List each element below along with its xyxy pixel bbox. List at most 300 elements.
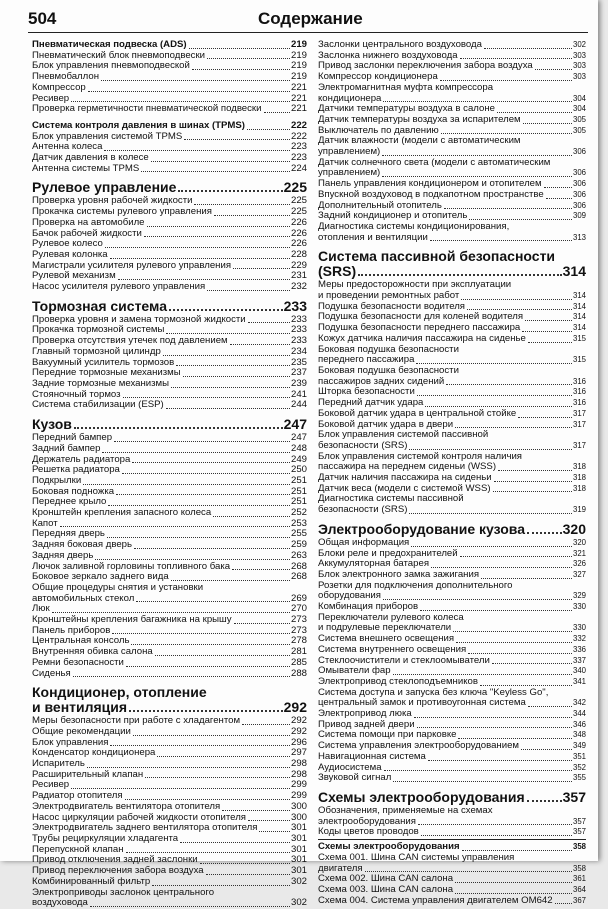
entry-page-number: 306: [572, 168, 586, 178]
entry-page-number: 321: [572, 548, 586, 558]
dot-leader: [358, 274, 562, 276]
entry-title: Подушка безопасности водителя: [318, 300, 466, 312]
entry-title: центральный замок и противоугонная система: [318, 697, 526, 709]
entry-title: Центральная консоль: [32, 635, 130, 647]
entry-title: Тормозная система: [32, 297, 167, 314]
entry-title: Боковой датчик удара в центральной стойке: [318, 407, 517, 419]
dot-leader: [171, 580, 290, 581]
dot-leader: [230, 344, 290, 345]
toc-entry: [318, 773, 586, 784]
dot-leader: [157, 756, 290, 757]
dot-leader: [494, 481, 572, 482]
dot-leader: [480, 685, 572, 686]
entry-title: Задние тормозные механизмы: [32, 377, 170, 389]
dot-leader: [126, 666, 290, 667]
entry-page-number: 342: [572, 698, 586, 708]
entry-title: Система внешнего освещения: [318, 633, 455, 645]
toc-section-entry: [32, 180, 307, 195]
entry-title: Задняя дверь: [32, 549, 94, 561]
entry-page-number: 364: [572, 884, 586, 894]
entry-title: Датчик давления в колесе: [32, 152, 149, 164]
entry-title: Заслонка нижнего воздуховода: [318, 49, 458, 61]
entry-title: Система внутреннего освещения: [318, 643, 467, 655]
dot-leader: [147, 226, 290, 227]
entry-page-number: 221: [290, 103, 307, 115]
entry-page-number: 219: [290, 71, 307, 83]
entry-title: Конденсатор кондиционера: [32, 747, 156, 759]
entry-title: Магистрали усилителя рулевого управления: [32, 259, 232, 271]
entry-title: Боковая подножка: [32, 485, 115, 497]
dot-leader: [131, 644, 290, 645]
entry-page-number: 288: [290, 667, 307, 679]
entry-page-number: 351: [572, 751, 586, 761]
entry-title: Люк: [32, 603, 50, 615]
dot-leader: [484, 48, 572, 49]
entry-title: Испаритель: [32, 758, 85, 770]
entry-title: (SRS): [318, 263, 357, 280]
dot-leader: [123, 397, 290, 398]
dot-leader: [133, 735, 290, 736]
entry-page-number: 301: [290, 843, 307, 855]
entry-title: Система контроля давления в шинах (TPMS): [32, 119, 245, 131]
entry-title: Блок управления системой TPMS: [32, 130, 183, 142]
entry-title: Общие рекомендации: [32, 725, 131, 737]
dot-leader: [145, 777, 290, 778]
toc-right-column: [318, 40, 586, 906]
entry-title: кондиционера: [318, 92, 382, 104]
entry-title: Ресивер: [32, 92, 70, 104]
entry-page-number: 255: [290, 528, 307, 540]
entry-title: Система доступа и запуска без ключа "Keyless Go",: [318, 686, 549, 698]
toc-section-entry: [32, 299, 307, 314]
toc-entry: [32, 104, 307, 115]
dot-leader: [467, 309, 572, 310]
dot-leader: [176, 365, 290, 366]
dot-leader: [393, 781, 572, 782]
entry-title: Проверка уровня рабочей жидкости: [32, 195, 193, 207]
page-number: 504: [28, 9, 57, 28]
dot-leader: [112, 633, 290, 634]
entry-title: Проверка герметичности пневматической подвески: [32, 103, 262, 115]
entry-title: Дополнительный отопитель: [318, 199, 442, 211]
entry-title: Датчик веса (модели с системой WSS): [318, 482, 491, 494]
dot-leader: [166, 408, 290, 409]
entry-page-number: 336: [572, 644, 586, 654]
entry-page-number: 251: [290, 485, 307, 497]
entry-title: автомобильных стекол: [32, 592, 135, 604]
entry-page-number: 357: [572, 827, 586, 837]
dot-leader: [132, 462, 290, 463]
entry-page-number: 292: [290, 715, 307, 727]
entry-page-number: 249: [290, 453, 307, 465]
entry-title: Схема 003. Шина CAN салона: [318, 883, 454, 895]
entry-title: и вентиляция: [32, 699, 128, 716]
toc-entry: [318, 538, 586, 549]
toc-entry: [32, 669, 307, 680]
entry-title: Система стабилизации (ESP): [32, 399, 164, 411]
entry-page-number: 219: [290, 60, 307, 72]
dot-leader: [555, 903, 572, 904]
entry-title: Меры безопасности при работе с хладагентом: [32, 715, 241, 727]
dot-leader: [441, 133, 572, 134]
entry-page-number: 326: [572, 559, 586, 569]
entry-page-number: 305: [572, 125, 586, 135]
entry-page-number: 361: [572, 874, 586, 884]
entry-title: Перепускной клапан: [32, 843, 124, 855]
entry-page-number: 298: [290, 758, 307, 770]
entry-title: управлением): [318, 167, 381, 179]
entry-title: Прокачка системы рулевого управления: [32, 206, 212, 218]
entry-title: Аккумуляторная батарея: [318, 558, 430, 570]
entry-title: отопления и вентиляции: [318, 231, 428, 243]
entry-page-number: 270: [290, 603, 307, 615]
entry-title: Расширительный клапан: [32, 768, 144, 780]
entry-title: Радиатор отопителя: [32, 790, 123, 802]
entry-title: управлением): [318, 146, 381, 158]
toc-entry: [32, 551, 307, 562]
dot-leader: [242, 724, 290, 725]
entry-title: Главный тормозной цилиндр: [32, 345, 161, 357]
entry-title: Электропривод стеклоподъемников: [318, 675, 478, 687]
dot-leader: [365, 871, 572, 872]
page-header: [28, 6, 588, 33]
entry-page-number: 273: [290, 614, 307, 626]
entry-page-number: 302: [290, 875, 307, 887]
entry-title: и проведении ремонтных работ: [318, 290, 460, 302]
dot-leader: [460, 556, 572, 557]
dot-leader: [207, 58, 290, 59]
entry-page-number: 315: [572, 355, 586, 365]
entry-page-number: 224: [290, 162, 307, 174]
dot-leader: [518, 417, 572, 418]
dot-leader: [455, 427, 572, 428]
entry-page-number: 247: [283, 416, 307, 433]
dot-leader: [213, 516, 290, 517]
toc-entry: [318, 752, 586, 763]
entry-page-number: 226: [290, 238, 307, 250]
entry-title: Боковое зеркало заднего вида: [32, 571, 169, 583]
dot-leader: [444, 208, 572, 209]
entry-page-number: 244: [290, 399, 307, 411]
section-divider: [318, 839, 586, 840]
dot-leader: [409, 513, 572, 514]
entry-title: Система управления электрооборудованием: [318, 740, 519, 752]
dot-leader: [383, 101, 572, 102]
toc-entry: [32, 658, 307, 669]
entry-title: воздуховода: [32, 897, 88, 909]
dot-leader: [214, 215, 290, 216]
dot-leader: [71, 101, 290, 102]
dot-leader: [455, 882, 572, 883]
entry-title: двигателя: [318, 862, 363, 874]
entry-page-number: 313: [572, 232, 586, 242]
entry-page-number: 296: [290, 736, 307, 748]
dot-leader: [460, 58, 572, 59]
entry-title: Схема 001. Шина CAN системы управления: [318, 851, 515, 863]
entry-page-number: 301: [290, 833, 307, 844]
dot-leader: [233, 268, 290, 269]
toc-entry: [32, 898, 307, 909]
dot-leader: [110, 745, 290, 746]
toc-entry: [32, 594, 307, 605]
dot-leader: [417, 727, 572, 728]
entry-page-number: 263: [290, 549, 307, 561]
dot-leader: [87, 767, 290, 768]
entry-page-number: 319: [572, 505, 586, 515]
entry-title: Звуковой сигнал: [318, 772, 392, 784]
dot-leader: [431, 567, 572, 568]
entry-page-number: 298: [290, 768, 307, 780]
dot-leader: [247, 129, 290, 130]
entry-page-number: 221: [290, 92, 307, 104]
toc-entry: [32, 83, 307, 94]
entry-title: Пневматический блок пневмоподвески: [32, 49, 206, 61]
entry-title: Передний бампер: [32, 432, 113, 444]
entry-page-number: 281: [290, 646, 307, 658]
entry-page-number: 340: [572, 666, 586, 676]
dot-leader: [411, 546, 572, 547]
dot-leader: [107, 537, 290, 538]
entry-page-number: 223: [290, 141, 307, 153]
entry-title: Решетка радиатора: [32, 464, 120, 476]
entry-page-number: 233: [283, 297, 307, 314]
dot-leader: [189, 48, 290, 49]
dot-leader: [194, 204, 290, 205]
entry-title: Насос циркуляции рабочей жидкости отопителя: [32, 811, 246, 823]
entry-page-number: 320: [562, 520, 586, 537]
entry-title: Аудиосистема: [318, 761, 382, 773]
entry-page-number: 327: [572, 569, 586, 579]
dot-leader: [171, 387, 290, 388]
entry-page-number: 231: [290, 270, 307, 282]
toc-entry: [32, 877, 307, 888]
dot-leader: [528, 342, 572, 343]
entry-title: Стеклоочистители и стеклоомыватели: [318, 654, 490, 666]
dot-leader: [144, 236, 290, 237]
entry-page-number: 252: [290, 507, 307, 519]
dot-leader: [453, 631, 572, 632]
entry-page-number: 329: [572, 591, 586, 601]
entry-title: Рулевая колонка: [32, 248, 108, 260]
entry-title: безопасности (SRS): [318, 439, 408, 451]
toc-section-entry: [318, 790, 586, 805]
entry-title: Схема 004. Система управления двигателем OM642: [318, 894, 553, 906]
entry-page-number: 229: [290, 259, 307, 271]
toc-left-column: [32, 40, 307, 909]
dot-leader: [222, 810, 290, 811]
entry-page-number: 225: [283, 179, 307, 196]
toc-entry: [32, 770, 307, 781]
entry-page-number: 301: [290, 854, 307, 866]
dot-leader: [383, 599, 572, 600]
entry-title: электрооборудования: [318, 815, 416, 827]
entry-title: Диагностика системы пассивной: [318, 493, 464, 505]
dot-leader: [95, 559, 290, 560]
entry-page-number: 297: [290, 747, 307, 759]
dot-leader: [102, 452, 290, 453]
entry-page-number: 233: [290, 335, 307, 347]
dot-leader: [521, 749, 572, 750]
dot-leader: [455, 893, 572, 894]
entry-title: Блоки реле и предохранителей: [318, 547, 458, 559]
toc-section-entry: [32, 700, 307, 715]
entry-page-number: 278: [290, 635, 307, 647]
dot-leader: [166, 333, 290, 334]
dot-leader: [151, 161, 290, 162]
toc-entry: [32, 347, 307, 358]
entry-page-number: 352: [572, 762, 586, 772]
entry-title: Передние тормозные механизмы: [32, 367, 181, 379]
toc-entry: [32, 508, 307, 519]
dot-leader: [126, 852, 290, 853]
toc-entry: [318, 645, 586, 656]
entry-title: Ресивер: [32, 779, 70, 791]
entry-page-number: 309: [572, 211, 586, 221]
entry-title: Лючок заливной горловины топливного бака: [32, 560, 231, 572]
entry-page-number: 341: [572, 676, 586, 686]
entry-page-number: 268: [290, 571, 307, 583]
entry-page-number: 357: [562, 789, 586, 805]
entry-page-number: 314: [572, 301, 586, 311]
entry-page-number: 317: [572, 419, 586, 429]
entry-title: Компрессор кондиционера: [318, 71, 438, 83]
entry-page-number: 306: [572, 189, 586, 199]
dot-leader: [440, 80, 572, 81]
dot-leader: [248, 322, 290, 323]
entry-page-number: 235: [290, 356, 307, 368]
entry-title: Рулевой механизм: [32, 270, 116, 282]
entry-title: Переключатели рулевого колеса: [318, 611, 464, 623]
entry-title: Впускной воздуховод в подкапотном пространстве: [318, 188, 544, 200]
entry-title: пассажира на переднем сиденьи (WSS): [318, 461, 497, 473]
entry-title: Рулевое управление: [32, 179, 177, 196]
entry-title: Задняя боковая дверь: [32, 539, 132, 551]
toc-section-heading: Кондиционер, отопление: [32, 684, 207, 701]
entry-page-number: 259: [290, 539, 307, 551]
dot-leader: [118, 279, 290, 280]
toc-entry: [318, 827, 586, 838]
entry-page-number: 306: [572, 147, 586, 157]
entry-page-number: 314: [562, 263, 586, 280]
entry-page-number: 232: [290, 281, 307, 293]
dot-leader: [481, 578, 572, 579]
dot-leader: [116, 494, 290, 495]
entry-title: Датчик влажности (модели с автоматическим: [318, 135, 521, 147]
entry-page-number: 316: [572, 387, 586, 397]
entry-title: Ремни безопасности: [32, 656, 124, 668]
dot-leader: [469, 219, 572, 220]
entry-page-number: 305: [572, 114, 586, 124]
entry-title: Электрооборудование кузова: [318, 520, 525, 537]
dot-leader: [417, 395, 572, 396]
entry-title: Розетки для подключения дополнительного: [318, 579, 513, 591]
entry-page-number: 273: [290, 624, 307, 636]
entry-title: Панель приборов: [32, 624, 111, 636]
dot-leader: [456, 642, 572, 643]
dot-leader: [409, 449, 572, 450]
dot-leader: [122, 473, 290, 474]
dot-leader: [129, 710, 283, 712]
entry-page-number: 251: [290, 496, 307, 508]
entry-page-number: 358: [572, 842, 586, 852]
entry-page-number: 318: [572, 473, 586, 483]
entry-title: Антенна колеса: [32, 141, 103, 153]
toc-section-entry: [32, 417, 307, 432]
entry-page-number: 269: [290, 592, 307, 604]
entry-title: Компрессор: [32, 81, 86, 93]
dot-leader: [232, 569, 290, 570]
entry-page-number: 337: [572, 655, 586, 665]
entry-page-number: 301: [290, 822, 307, 834]
dot-leader: [421, 835, 572, 836]
entry-page-number: 304: [572, 104, 586, 114]
entry-title: и подрулевые переключатели: [318, 622, 452, 634]
entry-page-number: 344: [572, 709, 586, 719]
dot-leader: [192, 69, 290, 70]
dot-leader: [522, 331, 572, 332]
entry-title: Задний бампер: [32, 442, 101, 454]
entry-page-number: 317: [572, 440, 586, 450]
entry-page-number: 318: [572, 483, 586, 493]
dot-leader: [178, 190, 282, 192]
toc-entry: [32, 164, 307, 175]
entry-title: Общая информация: [318, 536, 410, 548]
entry-title: Привод заслонки переключения забора воздуха: [318, 60, 533, 72]
entry-title: Привод отключения задней заслонки: [32, 854, 198, 866]
entry-page-number: 348: [572, 730, 586, 740]
entry-page-number: 299: [290, 790, 307, 802]
entry-page-number: 299: [290, 779, 307, 791]
entry-title: Антенна системы TPMS: [32, 162, 140, 174]
dot-leader: [125, 799, 290, 800]
entry-page-number: 234: [290, 345, 307, 357]
dot-leader: [248, 820, 290, 821]
toc-entry: [32, 400, 307, 411]
entry-page-number: 226: [290, 227, 307, 239]
entry-title: Подкрылки: [32, 474, 82, 486]
dot-leader: [136, 601, 290, 602]
entry-page-number: 248: [290, 442, 307, 454]
entry-title: Электродвигатель вентилятора отопителя: [32, 800, 221, 812]
entry-title: Переднее крыло: [32, 496, 107, 508]
entry-title: Датчики температуры воздуха в салоне: [318, 103, 495, 115]
entry-title: Электромагнитная муфта компрессора: [318, 81, 494, 93]
entry-title: пассажиров задних сидений: [318, 375, 445, 387]
entry-page-number: 222: [290, 119, 307, 131]
dot-leader: [264, 112, 290, 113]
entry-title: Привод задней двери: [318, 718, 415, 730]
entry-page-number: 349: [572, 741, 586, 751]
entry-page-number: 303: [572, 50, 586, 60]
dot-leader: [108, 505, 290, 506]
entry-title: Пневматическая подвеска (ADS): [32, 39, 187, 50]
dot-leader: [155, 655, 290, 656]
entry-title: безопасности (SRS): [318, 504, 408, 516]
entry-title: Трубы рециркуляции хладагента: [32, 833, 179, 844]
toc-entry: [318, 409, 586, 420]
entry-page-number: 300: [290, 811, 307, 823]
dot-leader: [498, 470, 572, 471]
entry-title: Кронштейны крепления багажника на крышу: [32, 614, 232, 626]
dot-leader: [393, 674, 572, 675]
entry-title: Держатель радиатора: [32, 453, 131, 465]
entry-page-number: 300: [290, 800, 307, 812]
entry-page-number: 223: [290, 152, 307, 164]
dot-leader: [60, 526, 290, 527]
entry-page-number: 219: [290, 39, 307, 50]
dot-leader: [184, 139, 290, 140]
dot-leader: [425, 406, 572, 407]
